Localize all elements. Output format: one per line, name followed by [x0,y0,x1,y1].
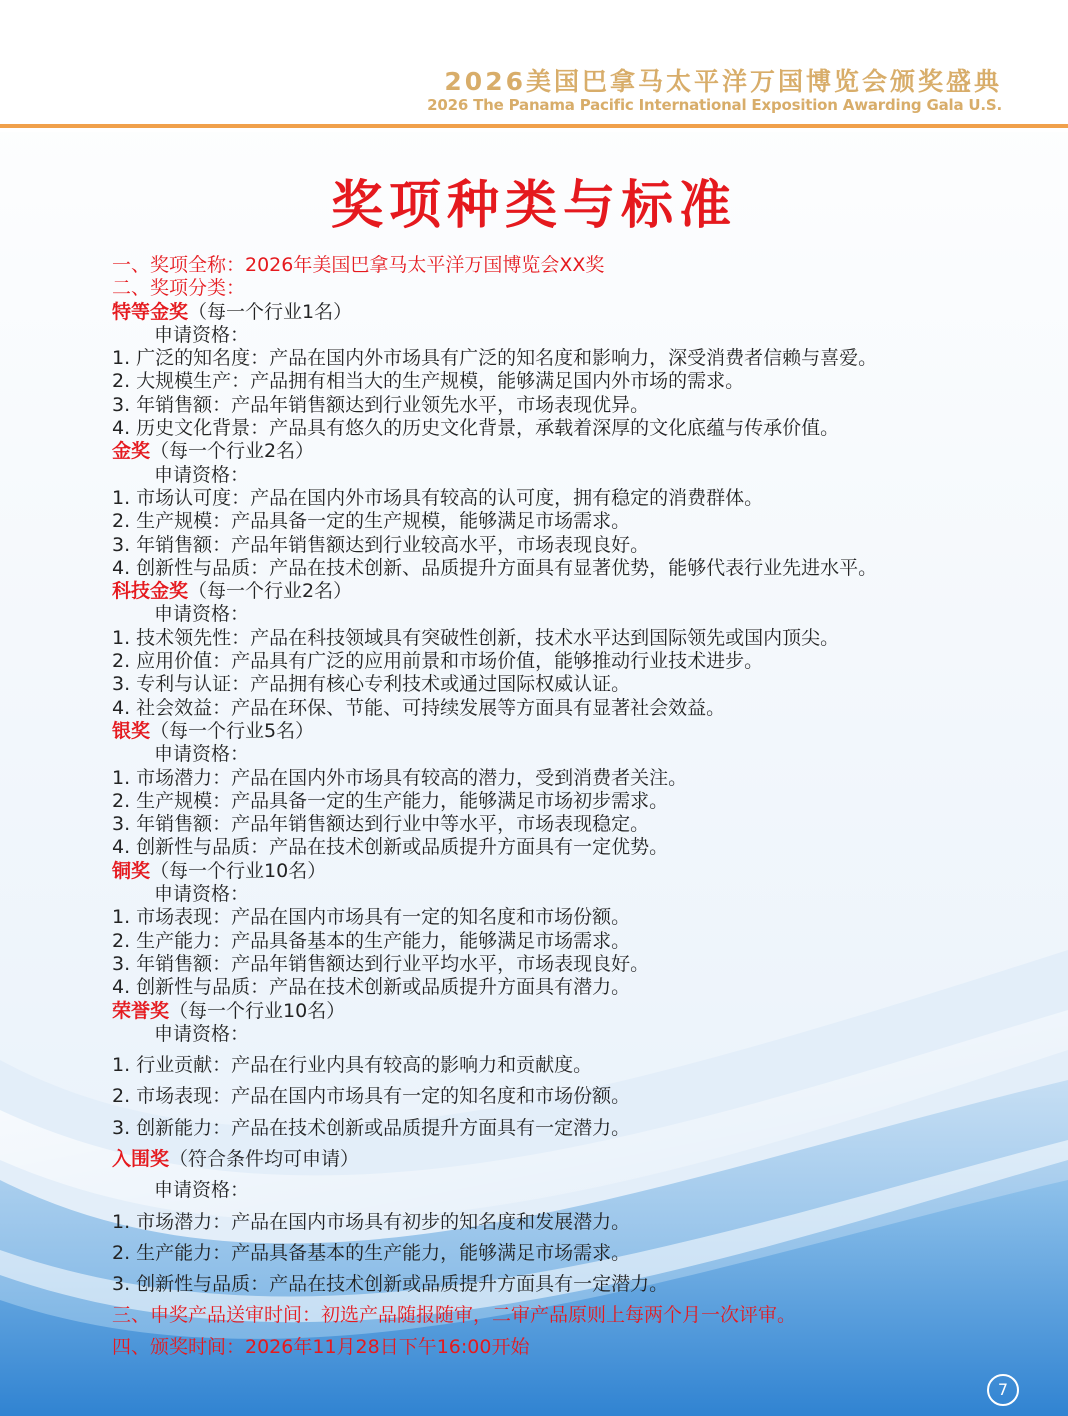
list-item: 1. 行业贡献：产品在行业内具有较高的影响力和贡献度。 [112,1054,593,1077]
qualification-label: 申请资格： [154,1022,250,1045]
award-heading-special-gold [112,301,1012,324]
list-item: 2. 市场表现：产品在国内市场具有一定的知名度和市场份额。 [112,1085,631,1108]
awards-content [112,254,1012,1359]
page-number: 7 [987,1374,1019,1406]
list-item: 4. 创新性与品质：产品在技术创新或品质提升方面具有潜力。 [112,976,631,999]
list-item: 2. 生产能力：产品具备基本的生产能力，能够满足市场需求。 [112,929,631,952]
list-item: 1. 市场潜力：产品在国内市场具有初步的知名度和发展潜力。 [112,1210,631,1233]
qualification-label: 申请资格： [154,1179,250,1202]
award-name: 银奖 [112,719,151,742]
list-item: 3. 年销售额：产品年销售额达到行业较高水平，市场表现良好。 [112,533,650,556]
list-item: 3. 创新能力：产品在技术创新或品质提升方面具有一定潜力。 [112,1116,631,1139]
award-heading-bronze [112,860,1012,883]
header-banner [0,0,1068,132]
list-item: 2. 生产规模：产品具备一定的生产能力，能够满足市场初步需求。 [112,789,669,812]
award-quota: （每一个行业2名） [188,580,353,603]
list-item: 4. 创新性与品质：产品在技术创新或品质提升方面具有一定优势。 [112,836,669,859]
list-item: 4. 历史文化背景：产品具有悠久的历史文化背景，承载着深厚的文化底蕴与传承价值。 [112,417,840,440]
award-heading-silver [112,720,1012,743]
page-title: 奖项种类与标准 [330,176,737,236]
header-title-cn: 2026美国巴拿马太平洋万国博览会颁奖盛典 [444,67,1002,96]
list-item: 2. 生产规模：产品具备一定的生产规模，能够满足市场需求。 [112,510,631,533]
section-award-categories: 二、奖项分类： [112,277,246,300]
award-name: 科技金奖 [112,580,189,603]
award-quota: （每一个行业2名） [150,440,315,463]
award-heading-tech-gold [112,580,1012,603]
qualification-label: 申请资格： [154,463,250,486]
award-quota: （符合条件均可申请） [169,1147,360,1170]
award-quota: （每一个行业5名） [150,719,315,742]
list-item: 4. 社会效益：产品在环保、节能、可持续发展等方面具有显著社会效益。 [112,696,726,719]
award-name: 荣誉奖 [112,999,170,1022]
header-title-en: 2026 The Panama Pacific International Exposition Awarding Gala U.S. [427,96,1002,114]
award-heading-finalist [112,1148,1012,1171]
award-name: 铜奖 [112,859,151,882]
award-quota: （每一个行业10名） [150,859,327,882]
section-submission-time: 三、申奖产品送审时间：初选产品随报随审，二审产品原则上每两个月一次评审。 [112,1304,797,1327]
list-item: 4. 创新性与品质：产品在技术创新、品质提升方面具有显著优势，能够代表行业先进水平。 [112,556,878,579]
award-quota: （每一个行业1名） [188,300,353,323]
list-item: 3. 创新性与品质：产品在技术创新或品质提升方面具有一定潜力。 [112,1273,669,1296]
list-item: 2. 生产能力：产品具备基本的生产能力，能够满足市场需求。 [112,1241,631,1264]
award-heading-gold [112,440,1012,463]
list-item: 2. 应用价值：产品具有广泛的应用前景和市场价值，能够推动行业技术进步。 [112,650,764,673]
section-ceremony-time: 四、颁奖时间：2026年11月28日下午16:00开始 [112,1335,530,1358]
award-heading-honor [112,1000,1012,1023]
list-item: 1. 市场认可度：产品在国内外市场具有较高的认可度，拥有稳定的消费群体。 [112,486,764,509]
list-item: 3. 专利与认证：产品拥有核心专利技术或通过国际权威认证。 [112,673,631,696]
qualification-label: 申请资格： [154,323,250,346]
list-item: 3. 年销售额：产品年销售额达到行业中等水平，市场表现稳定。 [112,813,650,836]
list-item: 1. 市场潜力：产品在国内外市场具有较高的潜力，受到消费者关注。 [112,766,688,789]
qualification-label: 申请资格： [154,743,250,766]
list-item: 2. 大规模生产：产品拥有相当大的生产规模，能够满足国内外市场的需求。 [112,370,745,393]
section-award-name: 一、奖项全称：2026年美国巴拿马太平洋万国博览会XX奖 [112,254,605,276]
list-item: 1. 技术领先性：产品在科技领域具有突破性创新，技术水平达到国际领先或国内顶尖。 [112,626,840,649]
award-name: 入围奖 [112,1147,170,1170]
award-name: 特等金奖 [112,300,189,323]
award-quota: （每一个行业10名） [169,999,346,1022]
list-item: 1. 市场表现：产品在国内市场具有一定的知名度和市场份额。 [112,906,631,929]
qualification-label: 申请资格： [154,883,250,906]
award-name: 金奖 [112,440,151,463]
header-divider [0,124,1068,128]
list-item: 3. 年销售额：产品年销售额达到行业领先水平，市场表现优异。 [112,393,650,416]
list-item: 3. 年销售额：产品年销售额达到行业平均水平，市场表现良好。 [112,952,650,975]
list-item: 1. 广泛的知名度：产品在国内外市场具有广泛的知名度和影响力，深受消费者信赖与喜爱。 [112,347,878,370]
qualification-label: 申请资格： [154,603,250,626]
